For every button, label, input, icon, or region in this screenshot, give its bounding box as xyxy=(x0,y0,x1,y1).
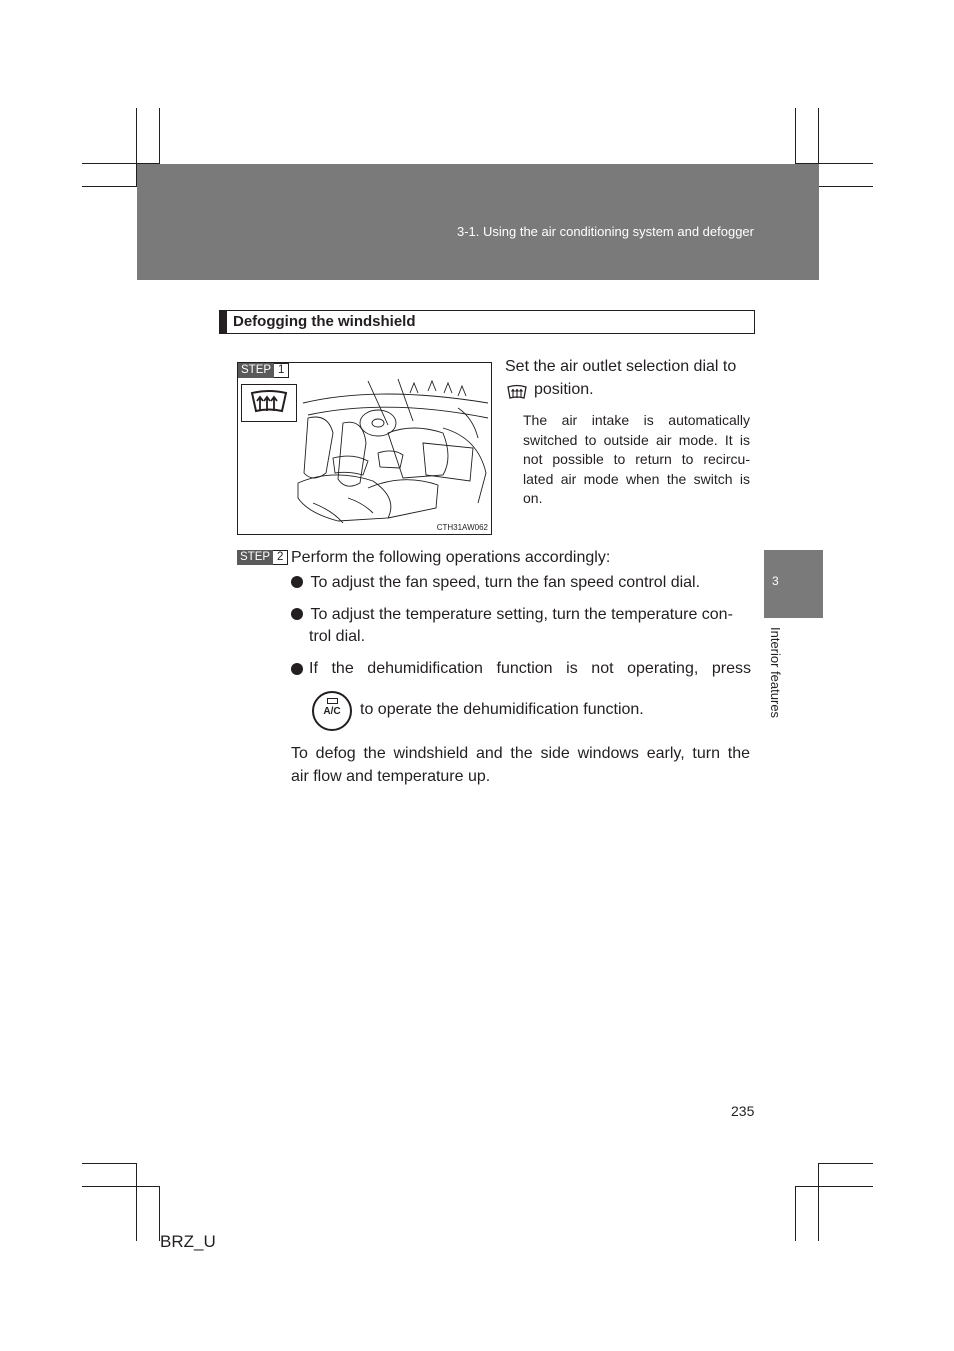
crop-mark xyxy=(159,108,160,164)
header-breadcrumb: 3-1. Using the air conditioning system and defogger xyxy=(456,224,754,239)
crop-mark xyxy=(795,1186,796,1241)
chapter-tab xyxy=(764,550,823,618)
note-line: not possible to return to recircu- xyxy=(523,451,750,467)
section-title: Defogging the windshield xyxy=(233,313,416,330)
crop-mark xyxy=(82,1186,160,1187)
step-label: STEP xyxy=(237,550,273,565)
bullet-dehumidification xyxy=(291,658,751,680)
page-number: 235 xyxy=(731,1103,755,1119)
chapter-number: 3 xyxy=(772,574,779,588)
crop-mark xyxy=(795,1186,873,1187)
section-heading xyxy=(219,310,755,334)
step-2-intro: Perform the following operations accordingly: xyxy=(291,549,611,566)
step-number: 1 xyxy=(274,363,289,378)
crop-mark xyxy=(82,1163,137,1164)
bullet-dot xyxy=(291,608,303,620)
bullet-text: If the dehumidification function is not operating, press xyxy=(309,660,751,677)
step-1-instruction: Set the air outlet selection dial to xyxy=(505,358,737,375)
bullet-temperature xyxy=(291,604,751,626)
ac-button-icon xyxy=(312,691,352,731)
bullet-text: To adjust the fan speed, turn the fan speed control dial. xyxy=(310,574,701,591)
car-interior-drawing xyxy=(238,363,491,534)
step-label: STEP xyxy=(238,363,274,378)
closing-line: air flow and temperature up. xyxy=(291,768,491,785)
section-heading-bar xyxy=(220,311,227,333)
interior-illustration xyxy=(237,362,492,535)
crop-mark xyxy=(795,108,796,164)
ac-label: A/C xyxy=(323,706,341,717)
bullet-dot xyxy=(291,663,303,675)
note-line: The air intake is automatically xyxy=(523,412,750,428)
chapter-label: Interior features xyxy=(768,627,783,719)
bullet-text: To adjust the temperature setting, turn the temperature con- xyxy=(310,606,733,623)
closing-line: To defog the windshield and the side windows early, turn the xyxy=(291,745,750,762)
header-band xyxy=(137,164,819,280)
step-1-instruction-cont: position. xyxy=(534,381,594,398)
ac-indicator-light xyxy=(327,698,338,704)
model-code: BRZ_U xyxy=(160,1232,216,1251)
note-line: switched to outside air mode. It is xyxy=(523,431,750,448)
step-number: 2 xyxy=(273,550,288,565)
bullet-dehumidification-cont: to operate the dehumidification function. xyxy=(360,701,644,718)
bullet-temperature-cont: trol dial. xyxy=(309,628,366,645)
crop-mark xyxy=(82,186,137,187)
step-1-note xyxy=(523,411,750,509)
bullet-dot xyxy=(291,576,303,588)
step-2-badge xyxy=(237,550,288,565)
note-line: on. xyxy=(523,490,543,506)
windshield-defroster-icon xyxy=(506,383,528,401)
crop-mark xyxy=(818,186,873,187)
crop-mark xyxy=(818,1163,819,1241)
crop-mark xyxy=(818,1163,873,1164)
crop-mark xyxy=(136,1163,137,1241)
bullet-fan-speed xyxy=(291,572,751,594)
closing-paragraph xyxy=(291,742,750,788)
note-line: lated air mode when the switch is xyxy=(523,470,750,487)
figure-code: CTH31AW062 xyxy=(436,523,488,532)
